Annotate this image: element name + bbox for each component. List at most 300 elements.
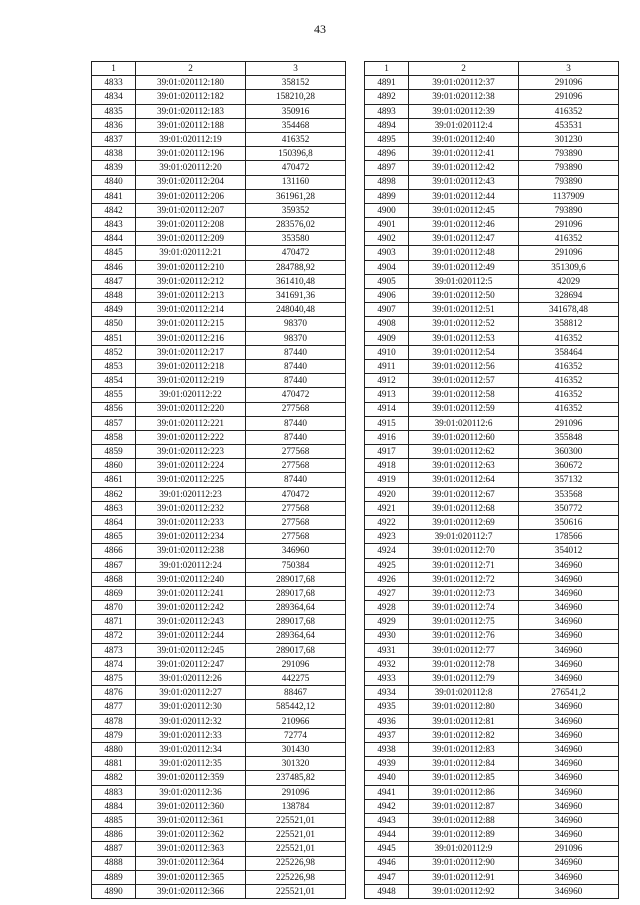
value-cell: 291096 <box>519 90 619 104</box>
row-number-cell: 4935 <box>365 700 409 714</box>
table-row <box>92 189 346 203</box>
table-row <box>92 813 346 827</box>
cadastral-number-cell: 39:01:020112:225 <box>136 473 246 487</box>
cadastral-number-cell: 39:01:020112:366 <box>136 884 246 898</box>
table-row <box>365 388 619 402</box>
cadastral-number-cell: 39:01:020112:60 <box>409 430 519 444</box>
page-number: 43 <box>314 22 326 36</box>
cadastral-number-cell: 39:01:020112:365 <box>136 870 246 884</box>
row-number-cell: 4852 <box>92 345 136 359</box>
cadastral-number-cell: 39:01:020112:67 <box>409 487 519 501</box>
cadastral-number-cell: 39:01:020112:217 <box>136 345 246 359</box>
table-row <box>92 842 346 856</box>
cadastral-number-cell: 39:01:020112:24 <box>136 558 246 572</box>
value-cell: 131160 <box>246 175 346 189</box>
table-row <box>365 161 619 175</box>
value-cell: 289364,64 <box>246 601 346 615</box>
row-number-cell: 4838 <box>92 147 136 161</box>
value-cell: 416352 <box>519 388 619 402</box>
row-number-cell: 4840 <box>92 175 136 189</box>
value-cell: 346960 <box>519 672 619 686</box>
table-row <box>365 132 619 146</box>
row-number-cell: 4849 <box>92 303 136 317</box>
table-row <box>365 104 619 118</box>
value-cell: 470472 <box>246 161 346 175</box>
cadastral-number-cell: 39:01:020112:233 <box>136 516 246 530</box>
table-row <box>92 359 346 373</box>
header-col-1: 1 <box>365 62 409 76</box>
cadastral-number-cell: 39:01:020112:39 <box>409 104 519 118</box>
value-cell: 277568 <box>246 501 346 515</box>
cadastral-number-cell: 39:01:020112:23 <box>136 487 246 501</box>
table-row <box>365 246 619 260</box>
row-number-cell: 4892 <box>365 90 409 104</box>
table-row <box>365 374 619 388</box>
row-number-cell: 4884 <box>92 799 136 813</box>
row-number-cell: 4936 <box>365 714 409 728</box>
row-number-cell: 4893 <box>365 104 409 118</box>
cadastral-number-cell: 39:01:020112:33 <box>136 728 246 742</box>
row-number-cell: 4910 <box>365 345 409 359</box>
table-row <box>92 629 346 643</box>
value-cell: 346960 <box>519 700 619 714</box>
cadastral-number-cell: 39:01:020112:43 <box>409 175 519 189</box>
cadastral-number-cell: 39:01:020112:6 <box>409 416 519 430</box>
cadastral-number-cell: 39:01:020112:73 <box>409 586 519 600</box>
value-cell: 346960 <box>519 813 619 827</box>
row-number-cell: 4868 <box>92 572 136 586</box>
table-row <box>92 76 346 90</box>
cadastral-number-cell: 39:01:020112:19 <box>136 132 246 146</box>
value-cell: 354012 <box>519 544 619 558</box>
row-number-cell: 4888 <box>92 856 136 870</box>
cadastral-number-cell: 39:01:020112:85 <box>409 771 519 785</box>
cadastral-number-cell: 39:01:020112:59 <box>409 402 519 416</box>
table-row <box>92 785 346 799</box>
cadastral-number-cell: 39:01:020112:88 <box>409 813 519 827</box>
cadastral-number-cell: 39:01:020112:90 <box>409 856 519 870</box>
table-row <box>92 402 346 416</box>
value-cell: 225521,01 <box>246 828 346 842</box>
table-header-row <box>92 62 346 76</box>
cadastral-number-cell: 39:01:020112:68 <box>409 501 519 515</box>
value-cell: 291096 <box>519 842 619 856</box>
value-cell: 346960 <box>519 757 619 771</box>
cadastral-number-cell: 39:01:020112:75 <box>409 615 519 629</box>
table-row <box>365 303 619 317</box>
value-cell: 346960 <box>519 714 619 728</box>
cadastral-number-cell: 39:01:020112:62 <box>409 445 519 459</box>
value-cell: 341691,36 <box>246 289 346 303</box>
value-cell: 150396,8 <box>246 147 346 161</box>
cadastral-number-cell: 39:01:020112:182 <box>136 90 246 104</box>
cadastral-number-cell: 39:01:020112:27 <box>136 686 246 700</box>
value-cell: 442275 <box>246 672 346 686</box>
cadastral-number-cell: 39:01:020112:219 <box>136 374 246 388</box>
value-cell: 359352 <box>246 203 346 217</box>
table-row <box>92 828 346 842</box>
table-row <box>92 459 346 473</box>
cadastral-number-cell: 39:01:020112:207 <box>136 203 246 217</box>
table-row <box>365 884 619 898</box>
cadastral-number-cell: 39:01:020112:64 <box>409 473 519 487</box>
value-cell: 291096 <box>246 657 346 671</box>
cadastral-number-cell: 39:01:020112:81 <box>409 714 519 728</box>
cadastral-number-cell: 39:01:020112:32 <box>136 714 246 728</box>
cadastral-number-cell: 39:01:020112:36 <box>136 785 246 799</box>
row-number-cell: 4911 <box>365 359 409 373</box>
value-cell: 328694 <box>519 289 619 303</box>
cadastral-number-cell: 39:01:020112:240 <box>136 572 246 586</box>
table-row <box>365 445 619 459</box>
value-cell: 291096 <box>519 416 619 430</box>
table-row <box>92 161 346 175</box>
table-row <box>365 728 619 742</box>
cadastral-number-cell: 39:01:020112:5 <box>409 274 519 288</box>
row-number-cell: 4890 <box>92 884 136 898</box>
cadastral-number-cell: 39:01:020112:180 <box>136 76 246 90</box>
table-row <box>365 516 619 530</box>
cadastral-number-cell: 39:01:020112:47 <box>409 232 519 246</box>
cadastral-number-cell: 39:01:020112:51 <box>409 303 519 317</box>
table-row <box>92 218 346 232</box>
cadastral-number-cell: 39:01:020112:244 <box>136 629 246 643</box>
value-cell: 750384 <box>246 558 346 572</box>
value-cell: 88467 <box>246 686 346 700</box>
cadastral-number-cell: 39:01:020112:50 <box>409 289 519 303</box>
value-cell: 355848 <box>519 430 619 444</box>
value-cell: 346960 <box>519 601 619 615</box>
table-row <box>92 118 346 132</box>
row-number-cell: 4932 <box>365 657 409 671</box>
row-number-cell: 4940 <box>365 771 409 785</box>
value-cell: 358812 <box>519 317 619 331</box>
row-number-cell: 4847 <box>92 274 136 288</box>
cadastral-number-cell: 39:01:020112:188 <box>136 118 246 132</box>
cadastral-number-cell: 39:01:020112:223 <box>136 445 246 459</box>
table-row <box>92 388 346 402</box>
table-row <box>92 601 346 615</box>
row-number-cell: 4948 <box>365 884 409 898</box>
value-cell: 793890 <box>519 203 619 217</box>
row-number-cell: 4874 <box>92 657 136 671</box>
table-row <box>92 246 346 260</box>
cadastral-number-cell: 39:01:020112:208 <box>136 218 246 232</box>
table-row <box>92 303 346 317</box>
table-row <box>365 90 619 104</box>
row-number-cell: 4878 <box>92 714 136 728</box>
row-number-cell: 4939 <box>365 757 409 771</box>
table-row <box>365 586 619 600</box>
table-row <box>92 416 346 430</box>
row-number-cell: 4914 <box>365 402 409 416</box>
cadastral-number-cell: 39:01:020112:71 <box>409 558 519 572</box>
cadastral-number-cell: 39:01:020112:212 <box>136 274 246 288</box>
table-row <box>92 430 346 444</box>
value-cell: 291096 <box>519 246 619 260</box>
cadastral-number-cell: 39:01:020112:89 <box>409 828 519 842</box>
cadastral-number-cell: 39:01:020112:91 <box>409 870 519 884</box>
table-row <box>365 232 619 246</box>
row-number-cell: 4881 <box>92 757 136 771</box>
cadastral-number-cell: 39:01:020112:69 <box>409 516 519 530</box>
table-row <box>365 260 619 274</box>
table-row <box>92 203 346 217</box>
table-row <box>365 842 619 856</box>
cadastral-number-cell: 39:01:020112:58 <box>409 388 519 402</box>
row-number-cell: 4860 <box>92 459 136 473</box>
cadastral-table-right <box>364 61 619 899</box>
table-row <box>92 530 346 544</box>
table-row <box>365 856 619 870</box>
value-cell: 237485,82 <box>246 771 346 785</box>
cadastral-number-cell: 39:01:020112:70 <box>409 544 519 558</box>
value-cell: 42029 <box>519 274 619 288</box>
cadastral-number-cell: 39:01:020112:80 <box>409 700 519 714</box>
cadastral-number-cell: 39:01:020112:34 <box>136 743 246 757</box>
table-row <box>92 686 346 700</box>
value-cell: 210966 <box>246 714 346 728</box>
value-cell: 346960 <box>519 629 619 643</box>
value-cell: 178566 <box>519 530 619 544</box>
cadastral-number-cell: 39:01:020112:38 <box>409 90 519 104</box>
cadastral-table-left <box>91 61 346 899</box>
row-number-cell: 4928 <box>365 601 409 615</box>
value-cell: 98370 <box>246 317 346 331</box>
table-row <box>365 601 619 615</box>
row-number-cell: 4846 <box>92 260 136 274</box>
cadastral-number-cell: 39:01:020112:42 <box>409 161 519 175</box>
row-number-cell: 4889 <box>92 870 136 884</box>
value-cell: 289017,68 <box>246 643 346 657</box>
row-number-cell: 4842 <box>92 203 136 217</box>
row-number-cell: 4900 <box>365 203 409 217</box>
value-cell: 361410,48 <box>246 274 346 288</box>
cadastral-number-cell: 39:01:020112:7 <box>409 530 519 544</box>
cadastral-number-cell: 39:01:020112:48 <box>409 246 519 260</box>
value-cell: 357132 <box>519 473 619 487</box>
row-number-cell: 4866 <box>92 544 136 558</box>
value-cell: 301320 <box>246 757 346 771</box>
table-row <box>92 586 346 600</box>
cadastral-number-cell: 39:01:020112:206 <box>136 189 246 203</box>
table-row <box>365 686 619 700</box>
row-number-cell: 4834 <box>92 90 136 104</box>
cadastral-number-cell: 39:01:020112:363 <box>136 842 246 856</box>
row-number-cell: 4917 <box>365 445 409 459</box>
table-row <box>92 274 346 288</box>
value-cell: 346960 <box>519 884 619 898</box>
table-row <box>92 331 346 345</box>
row-number-cell: 4894 <box>365 118 409 132</box>
header-col-3: 3 <box>519 62 619 76</box>
cadastral-number-cell: 39:01:020112:76 <box>409 629 519 643</box>
table-row <box>92 657 346 671</box>
row-number-cell: 4854 <box>92 374 136 388</box>
table-row <box>92 104 346 118</box>
value-cell: 346960 <box>519 870 619 884</box>
cadastral-number-cell: 39:01:020112:362 <box>136 828 246 842</box>
row-number-cell: 4858 <box>92 430 136 444</box>
value-cell: 87440 <box>246 374 346 388</box>
value-cell: 416352 <box>519 104 619 118</box>
cadastral-number-cell: 39:01:020112:232 <box>136 501 246 515</box>
cadastral-number-cell: 39:01:020112:44 <box>409 189 519 203</box>
value-cell: 225226,98 <box>246 856 346 870</box>
table-row <box>92 147 346 161</box>
row-number-cell: 4836 <box>92 118 136 132</box>
cadastral-number-cell: 39:01:020112:243 <box>136 615 246 629</box>
row-number-cell: 4912 <box>365 374 409 388</box>
value-cell: 350616 <box>519 516 619 530</box>
cadastral-number-cell: 39:01:020112:245 <box>136 643 246 657</box>
row-number-cell: 4906 <box>365 289 409 303</box>
row-number-cell: 4903 <box>365 246 409 260</box>
row-number-cell: 4921 <box>365 501 409 515</box>
cadastral-number-cell: 39:01:020112:77 <box>409 643 519 657</box>
table-row <box>365 714 619 728</box>
cadastral-number-cell: 39:01:020112:196 <box>136 147 246 161</box>
row-number-cell: 4943 <box>365 813 409 827</box>
value-cell: 793890 <box>519 161 619 175</box>
value-cell: 289017,68 <box>246 572 346 586</box>
cadastral-number-cell: 39:01:020112:4 <box>409 118 519 132</box>
row-number-cell: 4862 <box>92 487 136 501</box>
value-cell: 98370 <box>246 331 346 345</box>
cadastral-number-cell: 39:01:020112:8 <box>409 686 519 700</box>
cadastral-number-cell: 39:01:020112:364 <box>136 856 246 870</box>
table-row <box>92 374 346 388</box>
row-number-cell: 4872 <box>92 629 136 643</box>
table-row <box>365 629 619 643</box>
value-cell: 416352 <box>519 374 619 388</box>
value-cell: 360672 <box>519 459 619 473</box>
value-cell: 353580 <box>246 232 346 246</box>
cadastral-number-cell: 39:01:020112:216 <box>136 331 246 345</box>
row-number-cell: 4920 <box>365 487 409 501</box>
row-number-cell: 4926 <box>365 572 409 586</box>
cadastral-number-cell: 39:01:020112:82 <box>409 728 519 742</box>
row-number-cell: 4883 <box>92 785 136 799</box>
table-row <box>92 487 346 501</box>
cadastral-number-cell: 39:01:020112:9 <box>409 842 519 856</box>
row-number-cell: 4871 <box>92 615 136 629</box>
table-row <box>92 672 346 686</box>
table-row <box>365 870 619 884</box>
cadastral-number-cell: 39:01:020112:361 <box>136 813 246 827</box>
value-cell: 346960 <box>519 771 619 785</box>
value-cell: 416352 <box>519 402 619 416</box>
table-row <box>92 232 346 246</box>
row-number-cell: 4863 <box>92 501 136 515</box>
table-row <box>92 856 346 870</box>
row-number-cell: 4913 <box>365 388 409 402</box>
table-header-row <box>365 62 619 76</box>
cadastral-number-cell: 39:01:020112:37 <box>409 76 519 90</box>
header-col-1: 1 <box>92 62 136 76</box>
row-number-cell: 4930 <box>365 629 409 643</box>
row-number-cell: 4885 <box>92 813 136 827</box>
cadastral-number-cell: 39:01:020112:220 <box>136 402 246 416</box>
value-cell: 346960 <box>519 743 619 757</box>
value-cell: 346960 <box>519 856 619 870</box>
table-row <box>92 473 346 487</box>
row-number-cell: 4856 <box>92 402 136 416</box>
table-row <box>365 700 619 714</box>
value-cell: 225521,01 <box>246 842 346 856</box>
cadastral-number-cell: 39:01:020112:87 <box>409 799 519 813</box>
table-row <box>365 558 619 572</box>
row-number-cell: 4850 <box>92 317 136 331</box>
value-cell: 87440 <box>246 430 346 444</box>
value-cell: 361961,28 <box>246 189 346 203</box>
table-row <box>365 501 619 515</box>
row-number-cell: 4887 <box>92 842 136 856</box>
row-number-cell: 4853 <box>92 359 136 373</box>
value-cell: 1137909 <box>519 189 619 203</box>
row-number-cell: 4833 <box>92 76 136 90</box>
table-row <box>92 743 346 757</box>
value-cell: 416352 <box>519 331 619 345</box>
cadastral-number-cell: 39:01:020112:46 <box>409 218 519 232</box>
value-cell: 346960 <box>519 572 619 586</box>
cadastral-number-cell: 39:01:020112:238 <box>136 544 246 558</box>
row-number-cell: 4946 <box>365 856 409 870</box>
cadastral-number-cell: 39:01:020112:83 <box>409 743 519 757</box>
cadastral-number-cell: 39:01:020112:213 <box>136 289 246 303</box>
table-row <box>92 175 346 189</box>
row-number-cell: 4879 <box>92 728 136 742</box>
table-row <box>92 90 346 104</box>
table-row <box>365 118 619 132</box>
row-number-cell: 4931 <box>365 643 409 657</box>
value-cell: 277568 <box>246 459 346 473</box>
value-cell: 289017,68 <box>246 586 346 600</box>
row-number-cell: 4867 <box>92 558 136 572</box>
row-number-cell: 4880 <box>92 743 136 757</box>
value-cell: 470472 <box>246 388 346 402</box>
table-row <box>92 501 346 515</box>
table-row <box>365 572 619 586</box>
row-number-cell: 4835 <box>92 104 136 118</box>
value-cell: 358464 <box>519 345 619 359</box>
table-row <box>92 884 346 898</box>
table-row <box>365 785 619 799</box>
row-number-cell: 4925 <box>365 558 409 572</box>
value-cell: 346960 <box>519 558 619 572</box>
value-cell: 793890 <box>519 175 619 189</box>
value-cell: 353568 <box>519 487 619 501</box>
value-cell: 416352 <box>519 359 619 373</box>
row-number-cell: 4891 <box>365 76 409 90</box>
cadastral-number-cell: 39:01:020112:210 <box>136 260 246 274</box>
value-cell: 289017,68 <box>246 615 346 629</box>
value-cell: 248040,48 <box>246 303 346 317</box>
value-cell: 470472 <box>246 487 346 501</box>
row-number-cell: 4916 <box>365 430 409 444</box>
value-cell: 346960 <box>519 828 619 842</box>
table-row <box>365 672 619 686</box>
row-number-cell: 4844 <box>92 232 136 246</box>
row-number-cell: 4908 <box>365 317 409 331</box>
value-cell: 225226,98 <box>246 870 346 884</box>
table-row <box>365 473 619 487</box>
table-row <box>365 828 619 842</box>
table-row <box>365 799 619 813</box>
cadastral-number-cell: 39:01:020112:74 <box>409 601 519 615</box>
table-row <box>365 331 619 345</box>
row-number-cell: 4870 <box>92 601 136 615</box>
